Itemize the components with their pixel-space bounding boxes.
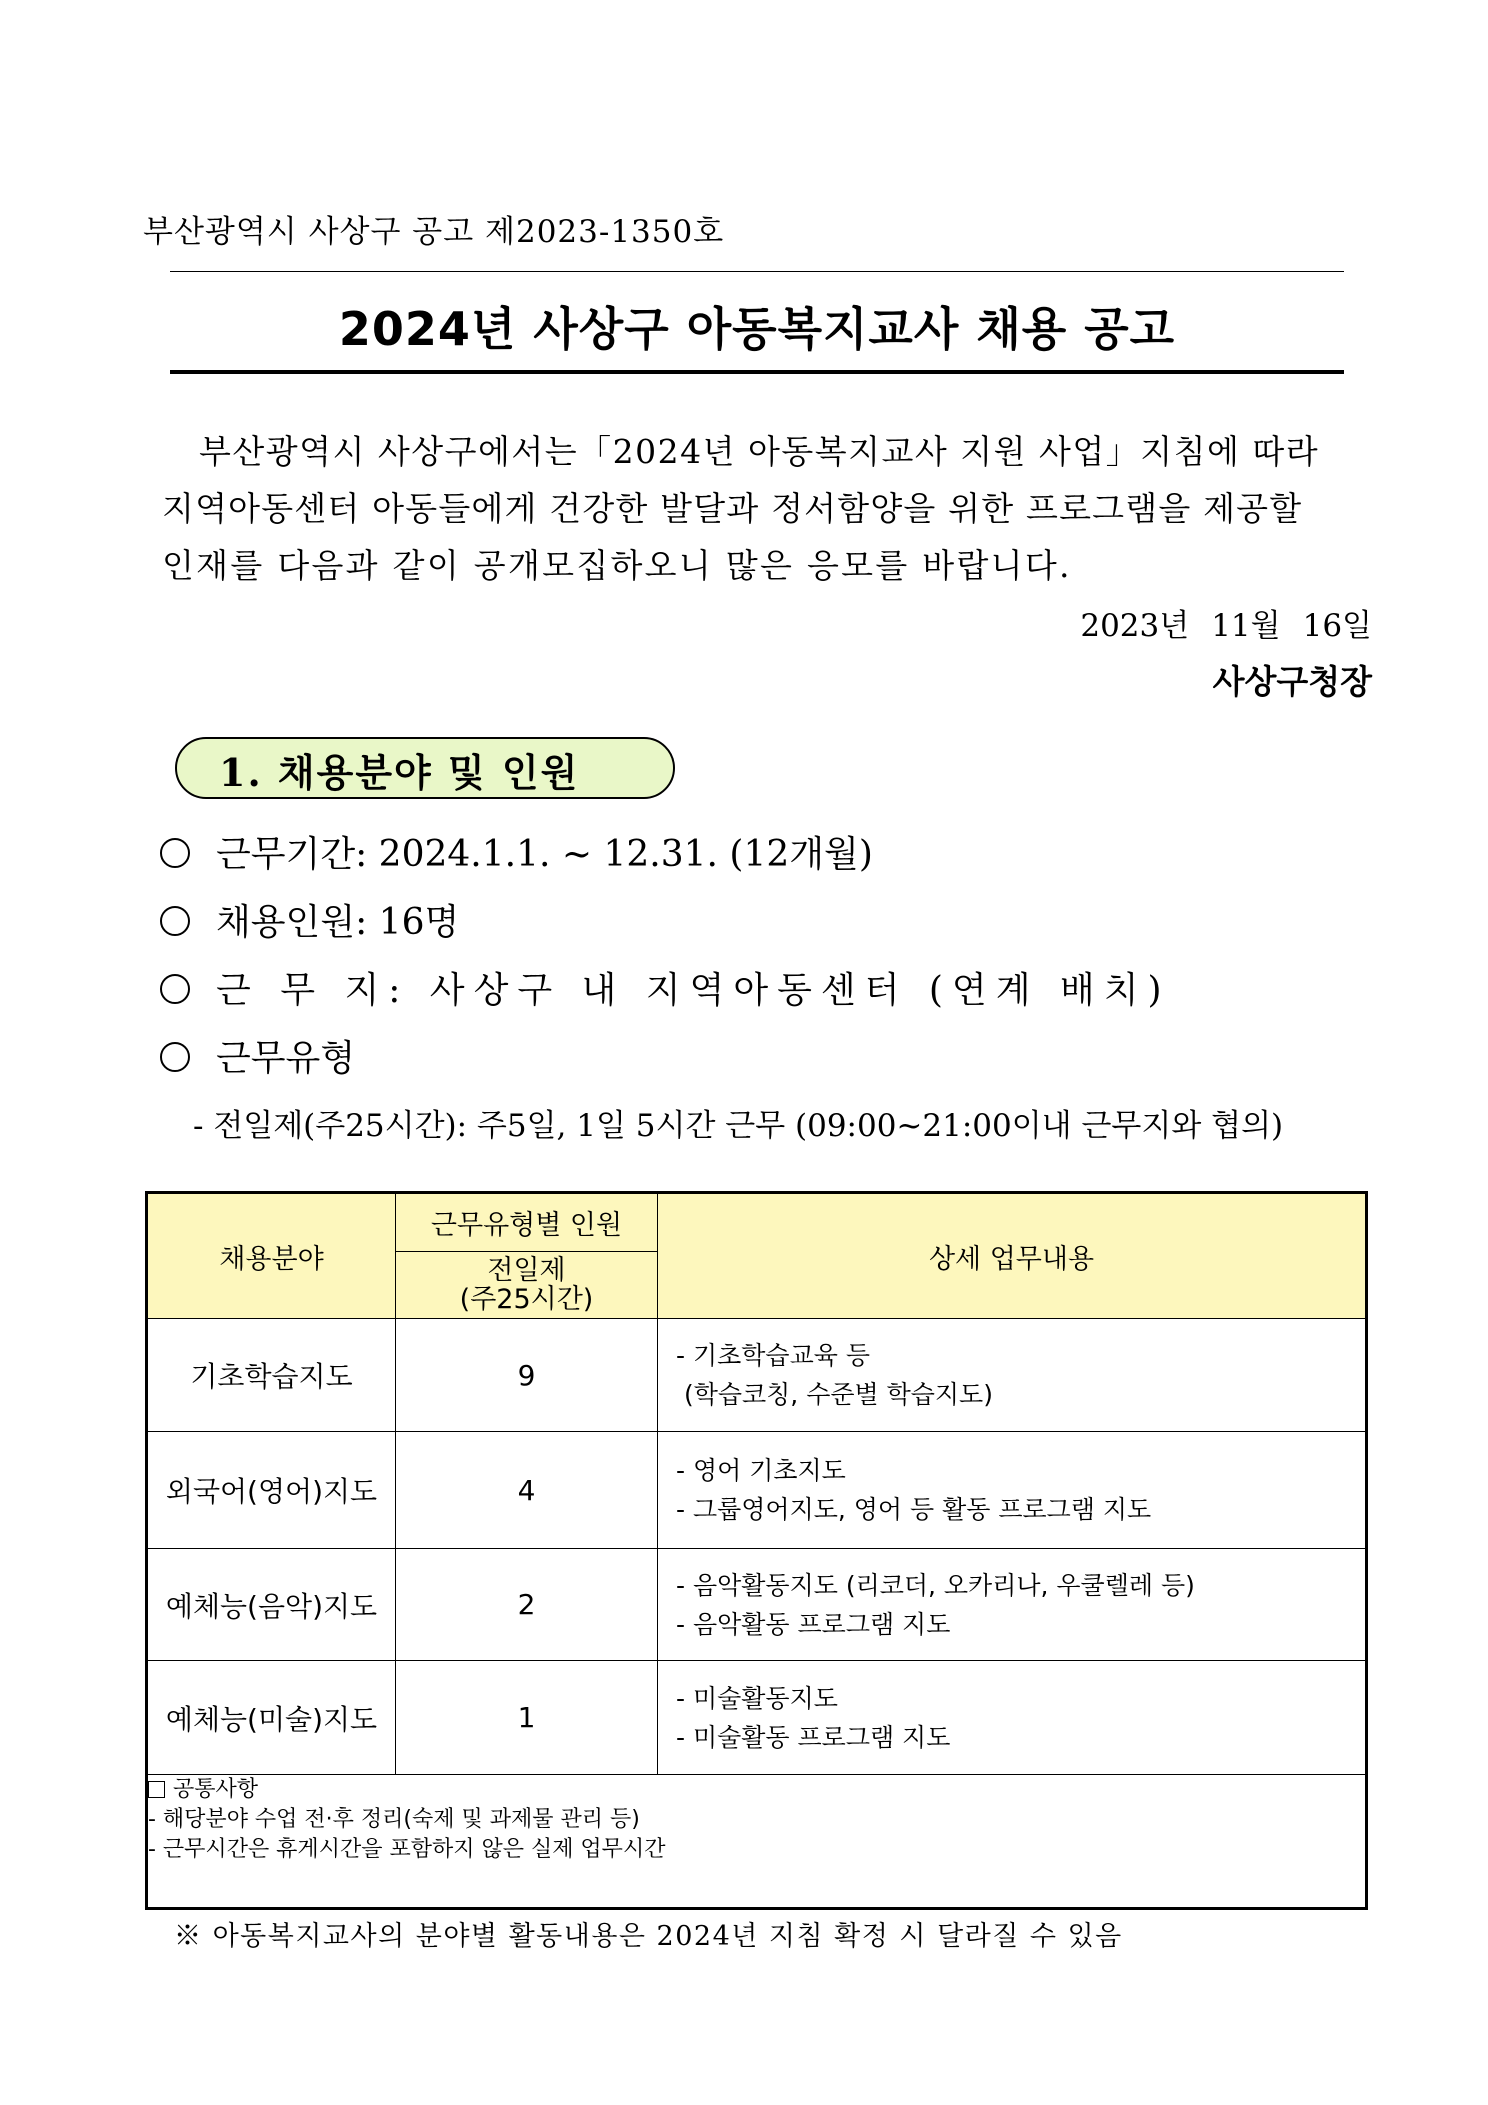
work-type-detail: - 전일제(주25시간): 주5일, 1일 5시간 근무 (09:00~21:00이내 근무지와 협의) — [193, 1108, 1284, 1144]
header-details: 상세 업무내용 — [658, 1193, 1367, 1319]
header-divider — [170, 271, 1344, 272]
footnote: ※ 아동복지교사의 분야별 활동내용은 2024년 지침 확정 시 달라질 수 있음 — [174, 1921, 1123, 1952]
circle-bullet-icon — [160, 838, 190, 868]
table-row — [147, 1549, 1367, 1661]
date-month: 11월 — [1211, 608, 1281, 644]
bullet-work-period: 근무기간: 2024.1.1. ~ 12.31. (12개월) — [160, 826, 873, 877]
row-details: - 음악활동지도 (리코더, 오카리나, 우쿨렐레 등) - 음악활동 프로그램 지도 — [658, 1549, 1367, 1661]
common-notes-title: 공통사항 — [173, 1777, 259, 1802]
table-row — [147, 1319, 1367, 1432]
notice-number: 부산광역시 사상구 공고 제2023-1350호 — [143, 214, 725, 250]
announcement-date — [1080, 600, 1372, 645]
row-field: 외국어(영어)지도 — [147, 1432, 396, 1549]
row-count: 9 — [396, 1319, 658, 1432]
table-row — [147, 1661, 1367, 1775]
intro-line-3: 인재를 다음과 같이 공개모집하오니 많은 응모를 바랍니다. — [162, 546, 1072, 585]
row-details: - 기초학습교육 등 (학습코칭, 수준별 학습지도) — [658, 1319, 1367, 1432]
page-title: 2024년 사상구 아동복지교사 채용 공고 — [338, 302, 1176, 356]
bullet-work-type: 근무유형 — [160, 1030, 355, 1081]
circle-bullet-icon — [160, 1042, 190, 1072]
intro-paragraph — [162, 423, 1372, 594]
common-note-2: - 근무시간은 휴게시간을 포함하지 않은 실제 업무시간 — [148, 1837, 666, 1862]
row-details: - 미술활동지도 - 미술활동 프로그램 지도 — [658, 1661, 1367, 1775]
title-divider — [170, 370, 1344, 374]
row-field: 기초학습지도 — [147, 1319, 396, 1432]
row-count: 1 — [396, 1661, 658, 1775]
row-count: 2 — [396, 1549, 658, 1661]
common-notes — [147, 1775, 1367, 1909]
table-row — [147, 1432, 1367, 1549]
issuer: 사상구청장 — [1212, 662, 1372, 701]
row-count: 4 — [396, 1432, 658, 1549]
circle-bullet-icon — [160, 906, 190, 936]
bullet-workplace: 근 무 지: 사상구 내 지역아동센터 (연계 배치) — [160, 962, 1171, 1013]
bullet-headcount: 채용인원: 16명 — [160, 894, 459, 945]
row-field: 예체능(음악)지도 — [147, 1549, 396, 1661]
date-year: 2023년 — [1080, 608, 1190, 644]
header-fulltime: 전일제 (주25시간) — [396, 1252, 658, 1319]
common-note-1: - 해당분야 수업 전·후 정리(숙제 및 과제물 관리 등) — [148, 1807, 640, 1832]
intro-line-2: 지역아동센터 아동들에게 건강한 발달과 정서함양을 위한 프로그램을 제공할 — [162, 489, 1303, 528]
header-field: 채용분야 — [147, 1193, 396, 1319]
intro-line-1: 부산광역시 사상구에서는「2024년 아동복지교사 지원 사업」지침에 따라 — [199, 432, 1320, 471]
row-field: 예체능(미술)지도 — [147, 1661, 396, 1775]
checkbox-square-icon — [148, 1781, 165, 1798]
circle-bullet-icon — [160, 974, 190, 1004]
common-notes-row — [147, 1775, 1367, 1909]
date-day: 16일 — [1302, 608, 1372, 644]
section-1-title: 1. 채용분야 및 인원 — [219, 750, 580, 795]
recruitment-table — [145, 1191, 1368, 1910]
header-count-group: 근무유형별 인원 — [396, 1193, 658, 1252]
row-details: - 영어 기초지도 - 그룹영어지도, 영어 등 활동 프로그램 지도 — [658, 1432, 1367, 1549]
